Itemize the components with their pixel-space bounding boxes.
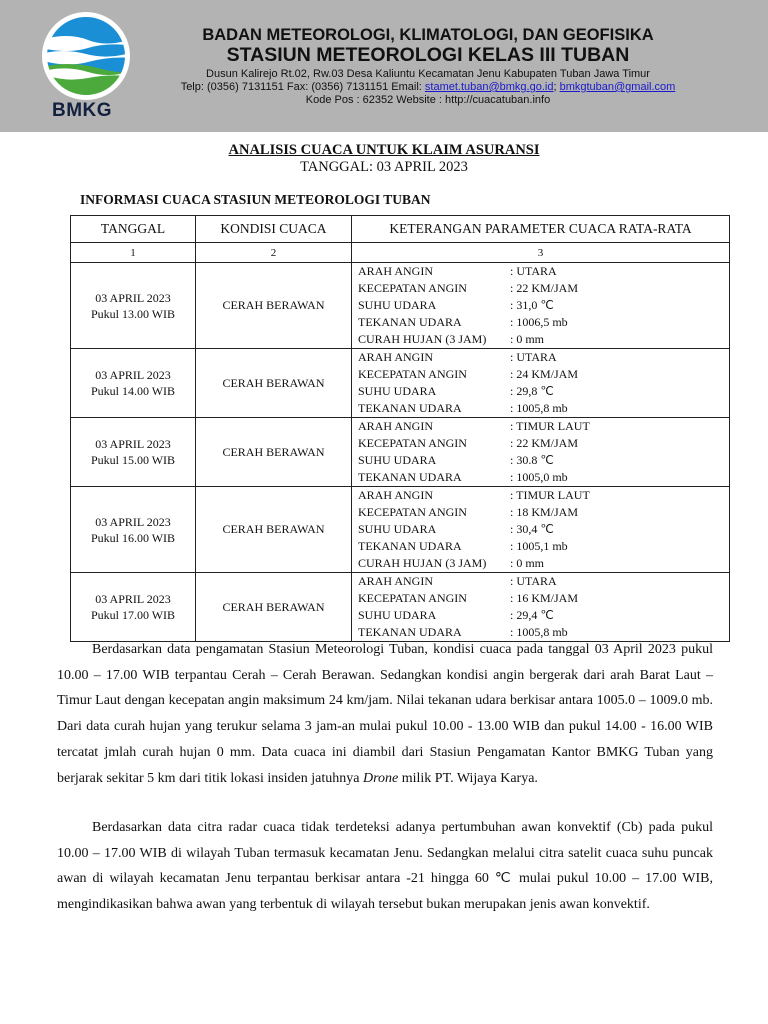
date-cell [71,349,196,418]
param-row [358,349,723,366]
param-value: : UTARA [510,264,557,278]
table-row [71,573,730,642]
date-cell [71,573,196,642]
condition-cell: CERAH BERAWAN [196,418,352,487]
param-label: ARAH ANGIN [358,419,433,433]
params-cell [352,487,730,573]
time-text: Pukul 16.00 WIB [90,530,176,545]
params-cell [352,573,730,642]
date-text: 03 APRIL 2023 [95,368,171,382]
postal-line: Kode Pos : 62352 Website : http://cuacatuban.info [305,94,551,106]
param-label: SUHU UDARA [358,384,437,398]
time-text: Pukul 15.00 WIB [90,453,176,467]
section-title: INFORMASI CUACA STASIUN METEOROLOGI TUBAN [80,192,431,207]
header-tanggal: TANGGAL [71,216,196,243]
contact-line [150,81,706,93]
header-kondisi: KONDISI CUACA [196,216,352,243]
condition-cell: CERAH BERAWAN [196,487,352,573]
param-value: : TIMUR LAUT [510,419,590,433]
param-value: : 29,8 ℃ [510,384,554,398]
station-name: STASIUN METEOROLOGI KELAS III TUBAN [226,44,630,66]
params-cell [352,349,730,418]
param-row [358,263,723,280]
date-cell [71,263,196,349]
condition-cell: CERAH BERAWAN [196,263,352,349]
param-row [358,297,723,314]
param-value: : 1005,1 mb [510,539,568,553]
date-cell [71,418,196,487]
params-cell [352,418,730,487]
param-row [358,555,723,572]
param-value: : 30.8 ℃ [510,453,554,467]
condition-cell: CERAH BERAWAN [196,349,352,418]
table-row [71,263,730,349]
paragraph-1 [57,637,713,791]
param-label: SUHU UDARA [358,522,437,536]
param-row [358,452,723,469]
date-cell [71,487,196,573]
param-label: TEKANAN UDARA [358,539,462,553]
param-row [358,521,723,538]
column-number: 3 [352,243,730,263]
param-row [358,314,723,331]
param-row [358,331,723,348]
param-value: : UTARA [510,574,557,588]
organization-name: BADAN METEOROLOGI, KLIMATOLOGI, DAN GEOFISIKA [202,26,654,44]
logo-text: BMKG [52,100,113,121]
param-value: : 22 KM/JAM [510,281,579,295]
param-row [358,435,723,452]
paragraph-1-italic: Drone [362,770,399,786]
param-value: : 31,0 ℃ [510,298,554,312]
param-value: : 0 mm [510,556,545,570]
param-row [358,538,723,555]
column-number: 1 [71,243,196,263]
param-label: SUHU UDARA [358,453,437,467]
param-label: SUHU UDARA [358,298,437,312]
contact-prefix: Telp: (0356) 7131151 Fax: (0356) 7131151 Email: [180,81,425,93]
param-label: CURAH HUJAN (3 JAM) [358,332,487,346]
param-value: : 1006,5 mb [510,315,568,329]
param-value: : 30,4 ℃ [510,522,554,536]
date-text: 03 APRIL 2023 [95,514,171,529]
table-row [71,349,730,418]
table-row [71,487,730,573]
param-value: : 18 KM/JAM [510,505,579,519]
param-label: KECEPATAN ANGIN [358,436,467,450]
param-value: : 29,4 ℃ [510,608,554,622]
param-row [358,366,723,383]
param-label: TEKANAN UDARA [358,470,462,484]
param-label: TEKANAN UDARA [358,315,462,329]
column-number: 2 [196,243,352,263]
params-cell [352,263,730,349]
weather-table [70,215,730,642]
param-value: : 22 KM/JAM [510,436,579,450]
paragraph-1-end: milik PT. Wijaya Karya. [398,770,538,786]
table-row [71,418,730,487]
param-value: : TIMUR LAUT [510,488,590,502]
param-row [358,469,723,486]
table-number-row [71,243,730,263]
param-label: KECEPATAN ANGIN [358,367,467,381]
param-value: : 24 KM/JAM [510,367,579,381]
param-row [358,400,723,417]
param-label: ARAH ANGIN [358,574,433,588]
param-value: : 1005,8 mb [510,401,568,415]
param-row [358,504,723,521]
paragraph-2 [57,815,713,918]
param-label: KECEPATAN ANGIN [358,505,467,519]
param-value: : 0 mm [510,332,545,346]
email-link-1[interactable]: stamet.tuban@bmkg.go.id [424,81,554,93]
param-label: TEKANAN UDARA [358,625,462,639]
param-row [358,418,723,435]
date-text: 03 APRIL 2023 [95,290,171,305]
param-row [358,573,723,590]
time-text: Pukul 17.00 WIB [90,608,176,622]
letterhead [0,0,768,132]
param-value: : 1005,8 mb [510,625,568,639]
param-label: KECEPATAN ANGIN [358,281,467,295]
param-row [358,590,723,607]
param-label: TEKANAN UDARA [358,401,462,415]
paragraph-2-text: Berdasarkan data citra radar cuaca tidak terdeteksi adanya pertumbuhan awan konvektif (Cb) pada pukul 10.00 – 17.00 WIB di wilayah Tuban termasuk kecamatan Jenu. Sedangkan melalui citra satelit cuaca suhu puncak awan di wilayah kecamatan Jenu terpantau berkisar antara -21 hingga 60 ℃ mulai pukul 10.00 – 17.00 WIB, mengindikasikan bahwa awan yang terbentuk di wilayah tersebut bukan merupakan jenis awan konvektif. [57,820,713,913]
param-label: KECEPATAN ANGIN [358,591,467,605]
date-text: 03 APRIL 2023 [95,592,171,606]
param-value: : 16 KM/JAM [510,591,579,605]
param-label: ARAH ANGIN [358,350,433,364]
time-text: Pukul 14.00 WIB [90,384,176,398]
email-link-2[interactable]: bmkgtuban@gmail.com [559,81,676,93]
param-row [358,383,723,400]
param-value: : 1005,0 mb [510,470,568,484]
document-date: TANGGAL: 03 APRIL 2023 [300,159,468,175]
param-row [358,607,723,624]
param-label: SUHU UDARA [358,608,437,622]
email-separator: ; [553,81,560,93]
param-row [358,280,723,297]
document-title: ANALISIS CUACA UNTUK KLAIM ASURANSI [228,142,540,158]
date-text: 03 APRIL 2023 [95,437,171,451]
time-text: Pukul 13.00 WIB [90,306,176,321]
param-label: CURAH HUJAN (3 JAM) [358,556,487,570]
address-line: Dusun Kalirejo Rt.02, Rw.03 Desa Kaliuntu Kecamatan Jenu Kabupaten Tuban Jawa Timur [206,68,650,80]
table-header-row [71,216,730,243]
header-keterangan: KETERANGAN PARAMETER CUACA RATA-RATA [352,216,730,243]
param-label: ARAH ANGIN [358,488,433,502]
condition-cell: CERAH BERAWAN [196,573,352,642]
param-row [358,487,723,504]
paragraph-1-text: Berdasarkan data pengamatan Stasiun Meteorologi Tuban, kondisi cuaca pada tanggal 03 April 2023 pukul 10.00 – 17.00 WIB terpantau Cerah – Cerah Berawan. Sedangkan kondisi angin bergerak dari arah Barat Laut – Timur Laut dengan kecepatan angin maksimum 24 km/jam. Nilai tekanan udara berkisar antara 1005.0 – 1009.0 mb. Dari data curah hujan yang terukur selama 3 jam-an mulai pukul 10.00 - 13.00 WIB dan pukul 14.00 - 16.00 WIB tercatat jmlah curah hujan 0 mm. Data cuaca ini diambil dari Stasiun Pengamatan Kantor BMKG Tuban yang berjarak sekitar 5 km dari titik lokasi insiden jatuhnya [57,642,713,786]
param-value: : UTARA [510,350,557,364]
param-label: ARAH ANGIN [358,264,433,278]
